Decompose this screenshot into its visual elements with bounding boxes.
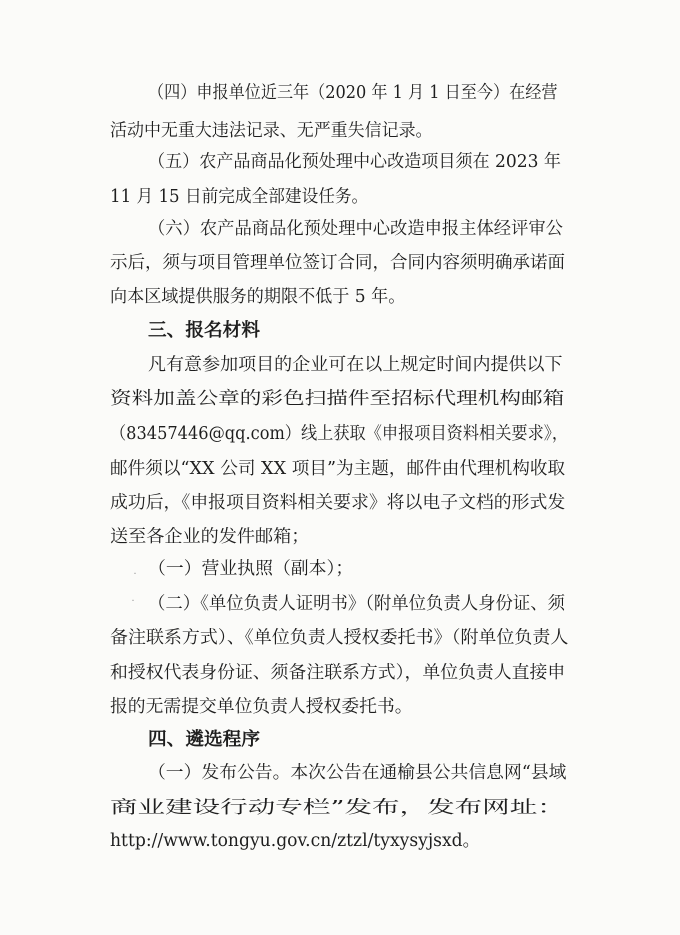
text-line: （一）发布公告。本次公告在通榆县公共信息网“县域: [148, 763, 567, 783]
text-line: 送至各企业的发件邮箱；: [110, 527, 310, 547]
text-line: （四）申报单位近三年（2020 年 1 月 1 日至今）在经营: [148, 83, 558, 103]
text-line: 示后，须与项目管理单位签订合同，合同内容须明确承诺面: [110, 253, 565, 273]
text-line: （一）营业执照（副本）；: [148, 559, 354, 579]
text-line: （83457446@qq.com）线上获取《申报项目资料相关要求》，: [110, 424, 569, 444]
section-heading: 四、遴选程序: [148, 729, 260, 750]
text-line: 邮件须以“XX 公司 XX 项目”为主题，邮件由代理机构收取: [110, 459, 566, 479]
text-line: 凡有意参加项目的企业可在以上规定时间内提供以下: [148, 355, 563, 375]
text-line: 成功后，《申报项目资料相关要求》将以电子文档的形式发: [110, 493, 566, 513]
text-line: 活动中无重大违法记录、无严重失信记录。: [110, 121, 433, 141]
text-line: （二）《单位负责人证明书》（附单位负责人身份证、须: [148, 594, 566, 614]
text-line: 商业建设行动专栏”发布，发布网址：: [110, 798, 565, 818]
text-line: 报的无需提交单位负责人授权委托书。: [110, 697, 413, 717]
text-line: 向本区域提供服务的期限不低于 5 年。: [110, 287, 406, 307]
text-line: 和授权代表身份证、须备注联系方式），单位负责人直接申: [110, 663, 566, 683]
text-line: （五）农产品商品化预处理中心改造项目须在 2023 年: [148, 152, 562, 172]
text-line: 11 月 15 日前完成全部建设任务。: [110, 187, 369, 207]
text-line: 资料加盖公章的彩色扫描件至招标代理机构邮箱: [110, 389, 565, 409]
text-line: 备注联系方式）、《单位负责人授权委托书》（附单位负责人: [110, 628, 569, 648]
scan-mark: ˙: [132, 571, 138, 585]
text-line: http://www.tongyu.gov.cn/ztzl/tyxysyjsxd。: [110, 831, 480, 851]
scan-mark: ˙: [130, 598, 136, 612]
text-line: （六）农产品商品化预处理中心改造申报主体经评审公: [148, 219, 563, 239]
section-heading: 三、报名材料: [148, 320, 260, 341]
